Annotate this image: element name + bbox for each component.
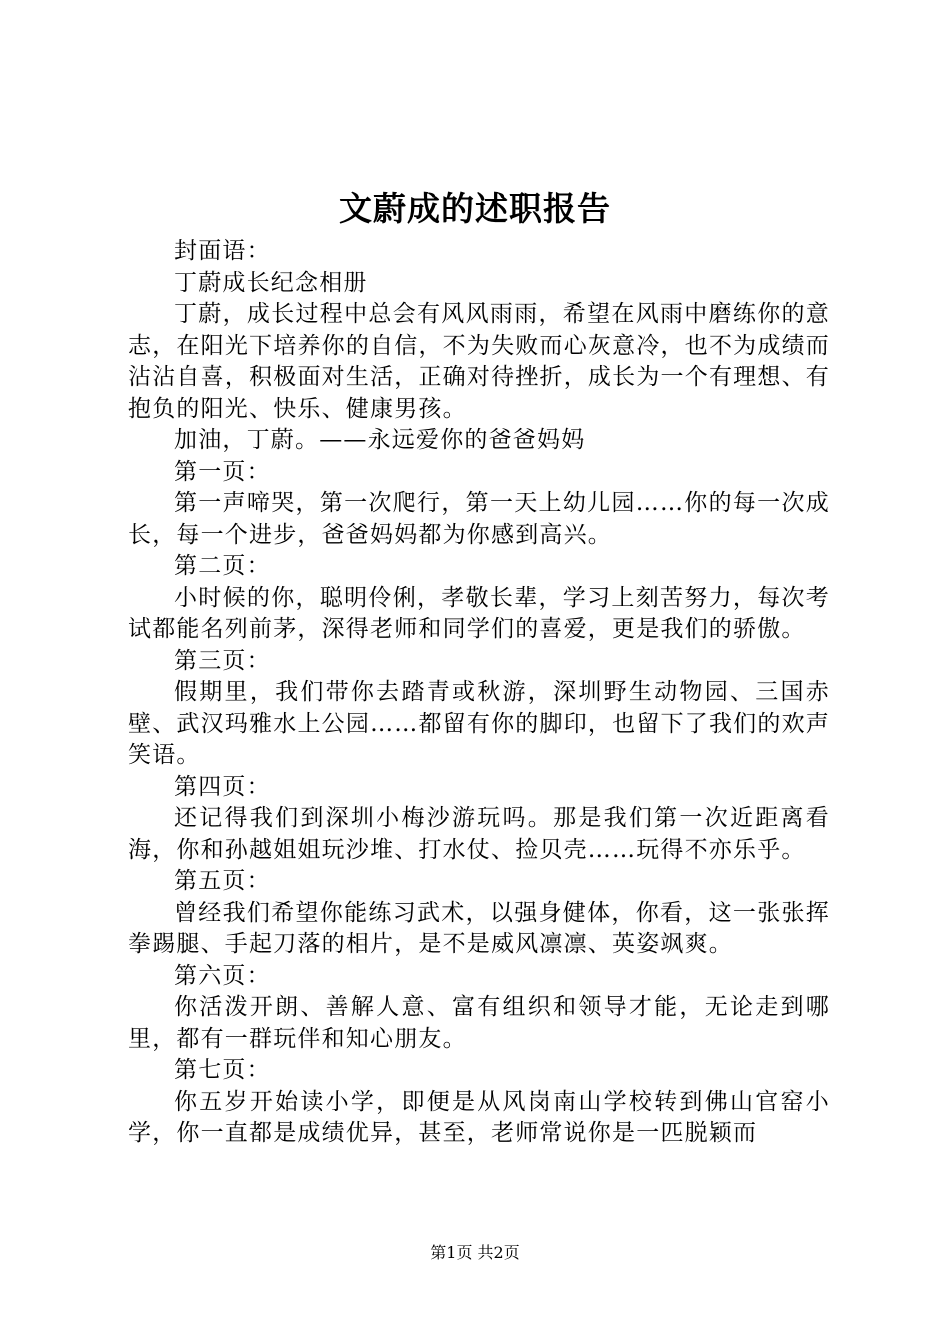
paragraph: 小时候的你，聪明伶俐，孝敬长辈，学习上刻苦努力，每次考试都能名列前茅，深得老师和同学们的喜爱，更是我们的骄傲。 — [128, 584, 830, 642]
paragraph: 第四页： — [174, 773, 271, 800]
paragraph: 第一页： — [174, 458, 271, 485]
paragraph: 第六页： — [174, 962, 271, 989]
page-footer: 第1页 共2页 — [430, 1243, 520, 1262]
paragraph: 第二页： — [174, 553, 271, 579]
paragraph: 假期里，我们带你去踏青或秋游，深圳野生动物园、三国赤壁、武汉玛雅水上公园……都留有你的脚印，也留下了我们的欢声笑语。 — [128, 679, 830, 768]
document-title: 文蔚成的述职报告 — [339, 189, 611, 228]
paragraph: 加油，丁蔚。——永远爱你的爸爸妈妈 — [174, 427, 586, 453]
paragraph: 第七页： — [174, 1057, 271, 1083]
paragraph: 封面语： — [174, 238, 271, 264]
paragraph: 你活泼开朗、善解人意、富有组织和领导才能，无论走到哪里，都有一群玩伴和知心朋友。 — [128, 994, 830, 1052]
paragraph: 你五岁开始读小学，即便是从风岗南山学校转到佛山官窑小学，你一直都是成绩优异，甚至，老师常说你是一匹脱颖而 — [128, 1088, 830, 1146]
paragraph: 第五页： — [174, 868, 271, 894]
paragraph: 还记得我们到深圳小梅沙游玩吗。那是我们第一次近距离看海，你和孙越姐姐玩沙堆、打水仗、捡贝壳……玩得不亦乐乎。 — [128, 805, 830, 863]
paragraph: 曾经我们希望你能练习武术，以强身健体，你看，这一张张挥拳踢腿、手起刀落的相片，是不是威风凛凛、英姿飒爽。 — [128, 899, 830, 957]
paragraph: 丁蔚成长纪念相册 — [174, 269, 368, 296]
paragraph: 丁蔚，成长过程中总会有风风雨雨，希望在风雨中磨练你的意志，在阳光下培养你的自信，不为失败而心灰意冷，也不为成绩而沾沾自喜，积极面对生活，正确对待挫折，成长为一个有理想、有抱负的阳光、快乐、健康男孩。 — [128, 301, 830, 422]
paragraph: 第一声啼哭，第一次爬行，第一天上幼儿园……你的每一次成长，每一个进步，爸爸妈妈都为你感到高兴。 — [128, 490, 830, 548]
paragraph: 第三页： — [174, 647, 271, 674]
document-body — [128, 236, 830, 1150]
